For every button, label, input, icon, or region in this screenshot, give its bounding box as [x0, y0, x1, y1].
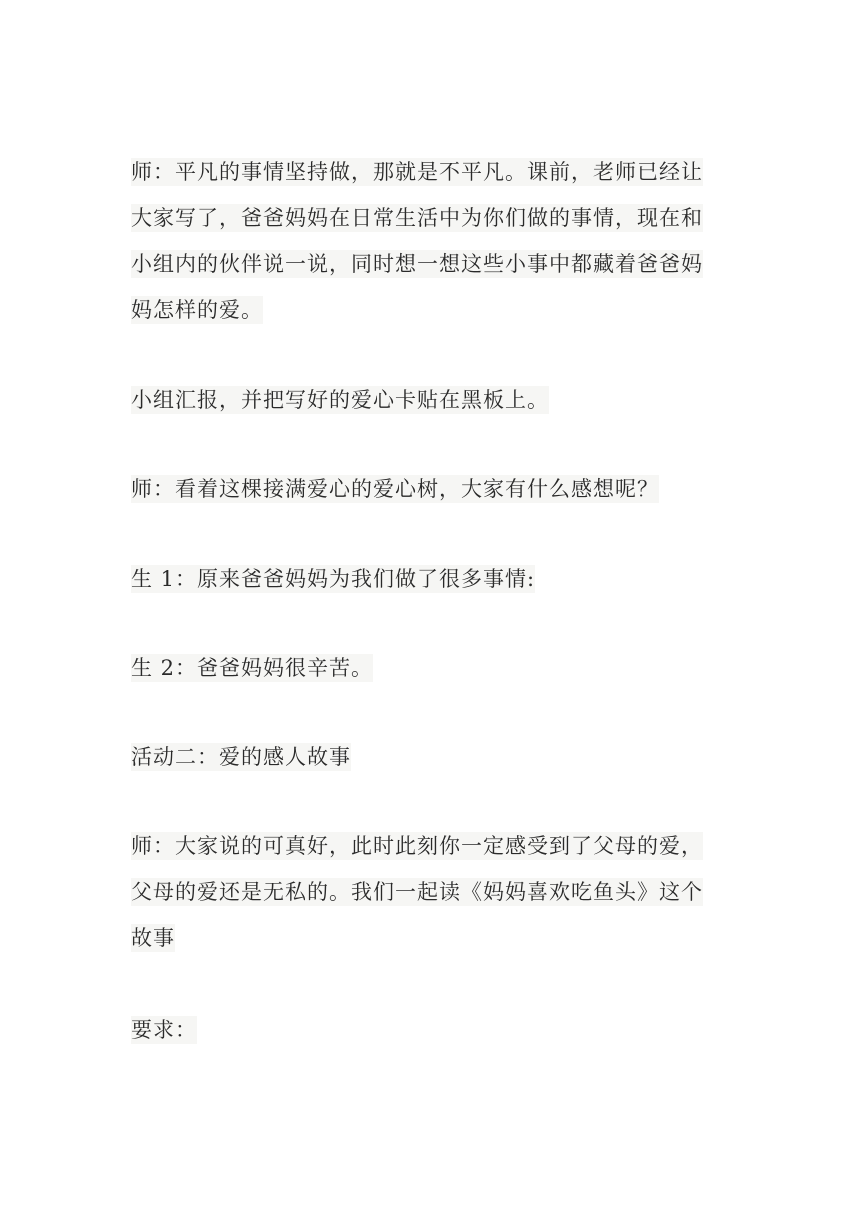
- paragraph-student-2: [131, 645, 731, 691]
- paragraph-teacher-question: [131, 466, 731, 512]
- paragraph-teacher-story: [131, 823, 731, 961]
- paragraph-group-report: [131, 377, 731, 423]
- text-line: 故事: [131, 926, 175, 950]
- paragraph-student-1: [131, 556, 731, 602]
- text-line: 活动二：爱的感人故事: [131, 745, 351, 769]
- paragraph-teacher-intro: [131, 149, 731, 333]
- text-line: 师：平凡的事情坚持做，那就是不平凡。课前，老师已经让: [131, 160, 703, 184]
- text-line: 大家写了，爸爸妈妈在日常生活中为你们做的事情，现在和: [131, 206, 703, 230]
- paragraph-requirements: [131, 1007, 731, 1053]
- text-line: 父母的爱还是无私的。我们一起读《妈妈喜欢吃鱼头》这个: [131, 880, 703, 904]
- text-line: 妈怎样的爱。: [131, 298, 263, 322]
- text-line: 要求：: [131, 1018, 197, 1042]
- section-heading-activity-two: [131, 734, 731, 780]
- text-line: 小组汇报，并把写好的爱心卡贴在黑板上。: [131, 388, 549, 412]
- text-line: 生 2：爸爸妈妈很辛苦。: [131, 656, 374, 680]
- text-line: 师：大家说的可真好，此时此刻你一定感受到了父母的爱，: [131, 834, 703, 858]
- text-line: 师：看着这棵接满爱心的爱心树，大家有什么感想呢？: [131, 477, 659, 501]
- text-line: 生 1：原来爸爸妈妈为我们做了很多事情:: [131, 567, 536, 591]
- text-line: 小组内的伙伴说一说，同时想一想这些小事中都藏着爸爸妈: [131, 252, 703, 276]
